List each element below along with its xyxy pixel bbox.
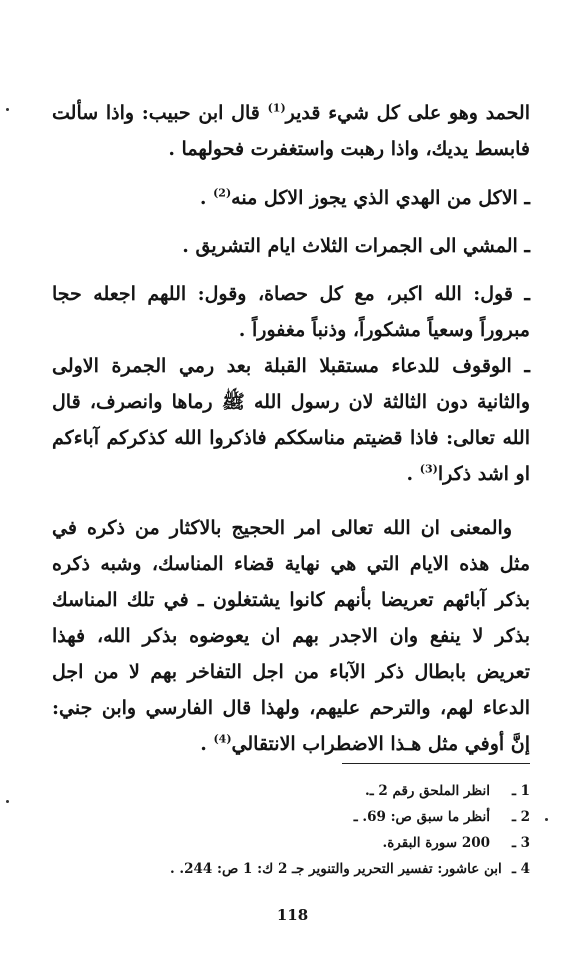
- footnote-item: [170, 778, 530, 804]
- page-number: 118: [276, 906, 309, 924]
- paragraph-1: [52, 95, 530, 167]
- footnote-ref-3: (3): [419, 462, 438, 476]
- paragraph-3: [52, 228, 530, 264]
- footnote-ref-2: (2): [213, 186, 232, 200]
- paragraph-text: الحمد وهو على كل شيء قدير: [285, 102, 530, 124]
- footnote-divider: [342, 763, 530, 764]
- paragraph-text: .: [200, 733, 214, 755]
- paragraph-text: ـ الاكل من الهدي الذي يجوز الاكل منه: [231, 187, 530, 209]
- footnote-item: [170, 830, 530, 856]
- footnote-number: 3 ـ: [511, 835, 530, 851]
- paragraph-text: ـ قول: الله اكبر، مع كل حصاة، وقول: اللهم اجعله حجا مبروراً وسعياً مشكوراً، وذنباً مغفوراً .: [52, 283, 530, 341]
- footnote-text: 200 سورة البقرة.: [382, 835, 490, 851]
- margin-mark: [545, 818, 548, 821]
- footnote-ref-1: (1): [267, 101, 286, 115]
- footnote-item: [170, 804, 530, 830]
- paragraph-text: .: [199, 187, 214, 209]
- footnote-text: أنظر ما سبق ص: 69. ـ: [353, 809, 490, 825]
- margin-mark: [6, 108, 9, 111]
- paragraph-6: [52, 510, 530, 762]
- footnote-text: ابن عاشور: تفسير التحرير والتنوير جـ 2 ك: 1 ص: 244. .: [170, 861, 502, 877]
- footnote-item: [170, 856, 530, 882]
- footnote-number: 4 ـ: [511, 861, 530, 877]
- paragraph-5: [52, 348, 530, 492]
- paragraph-text: والمعنى ان الله تعالى امر الحجيج بالاكثار من ذكره في مثل هذه الايام التي هي نهاية قضاء المناسك، وشبه ذكره بذكر آبائهم تعريضا بأنهم كانوا يشتغلون ـ في تلك المناسك بذكر لا ينفع وان الاجدر بهم ان يعوضوه بذكر الله، فهذا تعريض بابطال ذكر الآباء من اجل التفاخر بهم لا من اجل الدعاء لهم، والترحم عليهم، ولهذا قال الفارسي وابن جني: إنَّ أوفي مثل هـذا الاضطراب الانتقالي: [52, 517, 530, 755]
- paragraph-text: ـ الوقوف للدعاء مستقبلا القبلة بعد رمي الجمرة الاولى والثانية دون الثالثة لان رسول الله ﷺ رماها وانصرف، قال الله تعالى: فاذا قضيتم مناسككم فاذكروا الله كذكركم آباءكم او اشد ذكرا: [52, 355, 530, 485]
- paragraph-2: [52, 180, 530, 216]
- paragraph-4: [52, 276, 530, 348]
- footnotes-list: [170, 778, 530, 882]
- footnote-text: انظر الملحق رقم 2 ـ.: [365, 783, 490, 799]
- paragraph-text: ـ المشي الى الجمرات الثلاث ايام التشريق .: [182, 235, 530, 257]
- paragraph-text: قال ابن حبيب: واذا سألت فابسط يديك، واذا رهبت واستغفرت فحولهما .: [52, 102, 530, 160]
- footnote-ref-4: (4): [213, 732, 232, 746]
- footnote-number: 1 ـ: [511, 783, 530, 799]
- paragraph-text: .: [406, 463, 420, 485]
- margin-mark: [6, 800, 9, 803]
- footnote-number: 2 ـ: [511, 809, 530, 825]
